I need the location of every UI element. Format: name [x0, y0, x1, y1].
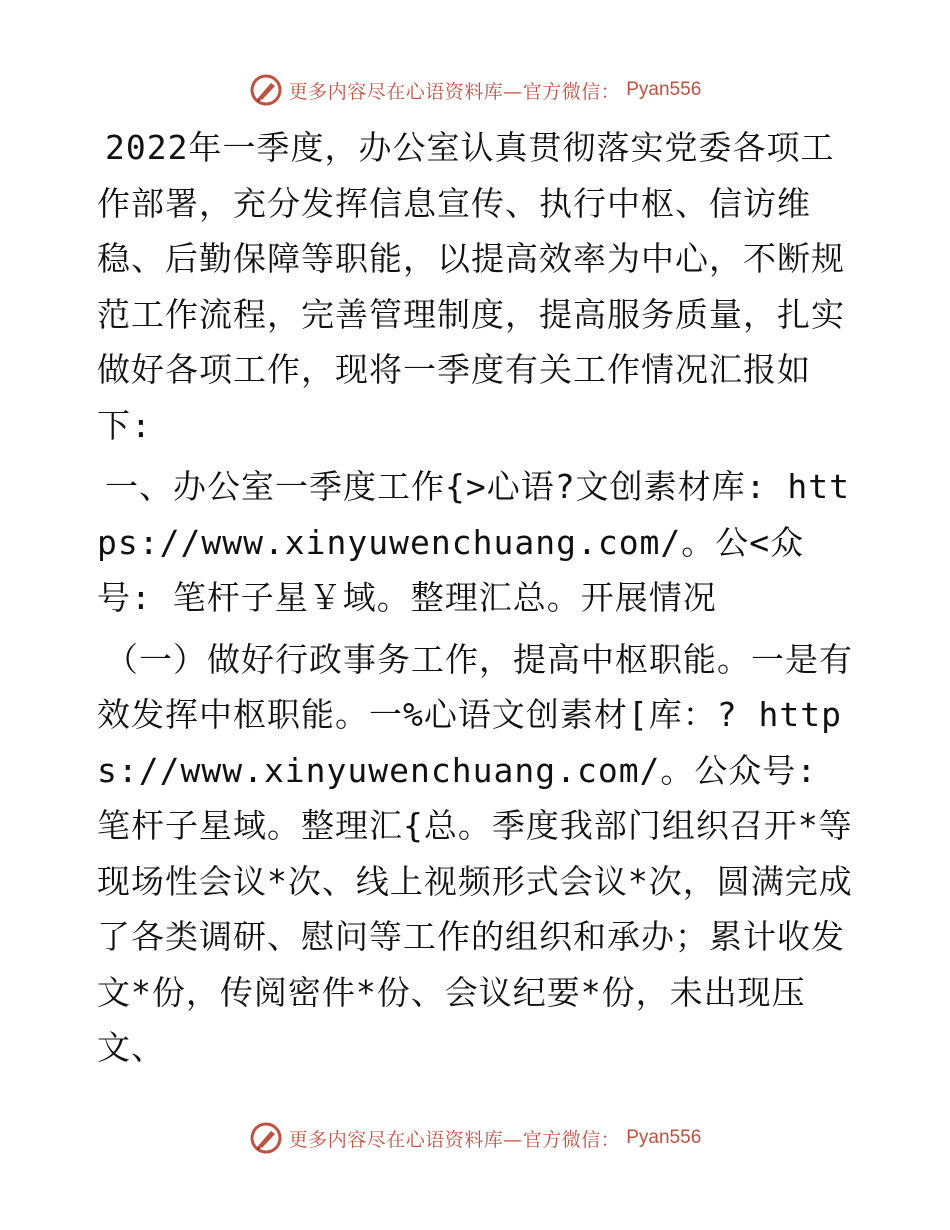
- watermark-text: 更多内容尽在心语资料库—官方微信：: [288, 1128, 621, 1151]
- watermark-wechat-id: Pyan556: [626, 1127, 702, 1148]
- header-watermark: [0, 70, 950, 110]
- footer-watermark: [0, 1118, 950, 1158]
- paragraph-section-one: 一、办公室一季度工作{>心语?文创素材库: https://www.xinyuwenchuang.com/。公<众号: 笔杆子星￥域。整理汇总。开展情况: [97, 467, 850, 617]
- watermark-text: 更多内容尽在心语资料库—官方微信：: [288, 80, 621, 103]
- watermark-wechat-id: Pyan556: [626, 79, 702, 100]
- pen-logo-icon: [249, 1121, 283, 1155]
- document-body: [97, 120, 857, 1076]
- pen-logo-icon: [249, 73, 283, 107]
- paragraph-subsection-one: （一）做好行政事务工作，提高中枢职能。一是有效发挥中枢职能。一%心语文创素材[库：? https://www.xinyuwenchuang.com/。公众号: 笔杆子星域。整理汇{总。季度我部门组织召开*等现场性会议*次、线上视频形式会议*次，圆满完成了各类调研、慰问等工作的组织和承办；累计收发文*份，传阅密件*份、会议纪要*份，未出现压文、: [97, 639, 853, 1067]
- paragraph-intro: 2022年一季度，办公室认真贯彻落实党委各项工作部署，充分发挥信息宣传、执行中枢、信访维稳、后勤保障等职能，以提高效率为中心，不断规范工作流程，完善管理制度，提高服务质量，扎实做好各项工作，现将一季度有关工作情况汇报如下:: [97, 128, 845, 445]
